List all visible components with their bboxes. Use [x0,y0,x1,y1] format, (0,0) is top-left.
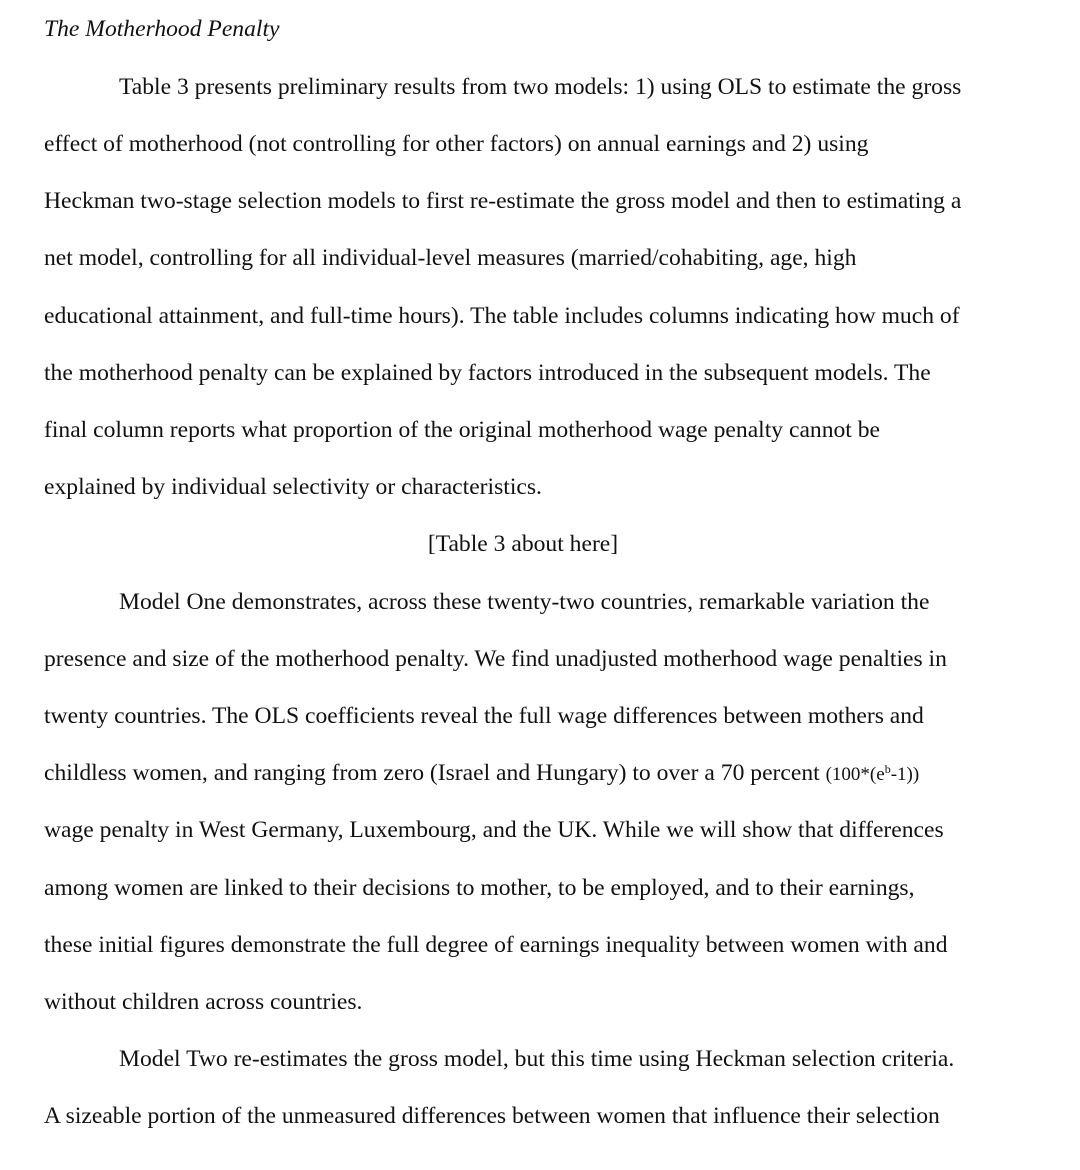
paragraph-1-line-7: final column reports what proportion of the original motherhood wage penalty cannot be [44,417,881,443]
paragraph-2-line-4-text: childless women, and ranging from zero (Israel and Hungary) to over a 70 percent [44,760,826,786]
paragraph-3-line-2: A sizeable portion of the unmeasured differences between women that influence their selection [44,1103,940,1129]
paragraph-2-line-2: presence and size of the motherhood penalty. We find unadjusted motherhood wage penalties in [44,646,947,672]
paragraph-1-line-3: Heckman two-stage selection models to first re-estimate the gross model and then to estimating a [44,188,962,214]
paragraph-2-line-8: without children across countries. [44,989,363,1015]
paragraph-1-line-8: explained by individual selectivity or characteristics. [44,474,542,500]
penalty-formula [826,764,920,785]
paragraph-2-line-5: wage penalty in West Germany, Luxembourg, and the UK. While we will show that differences [44,817,944,843]
paragraph-3-line-1: Model Two re-estimates the gross model, but this time using Heckman selection criteria. [119,1046,955,1072]
table-placeholder: [Table 3 about here] [427,531,619,557]
formula-exponent: b [884,762,891,776]
paragraph-2-line-6: among women are linked to their decisions to mother, to be employed, and to their earnings, [44,875,915,901]
section-heading: The Motherhood Penalty [44,16,280,42]
paragraph-2-line-4 [44,758,919,788]
paragraph-1-line-2: effect of motherhood (not controlling for other factors) on annual earnings and 2) using [44,131,869,157]
paragraph-1-line-5: educational attainment, and full-time hours). The table includes columns indicating how much of [44,303,960,329]
paragraph-1-line-4: net model, controlling for all individual-level measures (married/cohabiting, age, high [44,245,857,271]
formula-part-b: -1)) [890,764,920,785]
paragraph-1-line-6: the motherhood penalty can be explained by factors introduced in the subsequent models. The [44,360,931,386]
formula-part-a: (100*(e [825,764,885,785]
paragraph-2-line-3: twenty countries. The OLS coefficients reveal the full wage differences between mothers and [44,703,924,729]
paragraph-2-line-7: these initial figures demonstrate the full degree of earnings inequality between women with and [44,932,948,958]
paragraph-1-line-1: Table 3 presents preliminary results from two models: 1) using OLS to estimate the gross [119,74,962,100]
paragraph-2-line-1: Model One demonstrates, across these twenty-two countries, remarkable variation the [119,589,930,615]
